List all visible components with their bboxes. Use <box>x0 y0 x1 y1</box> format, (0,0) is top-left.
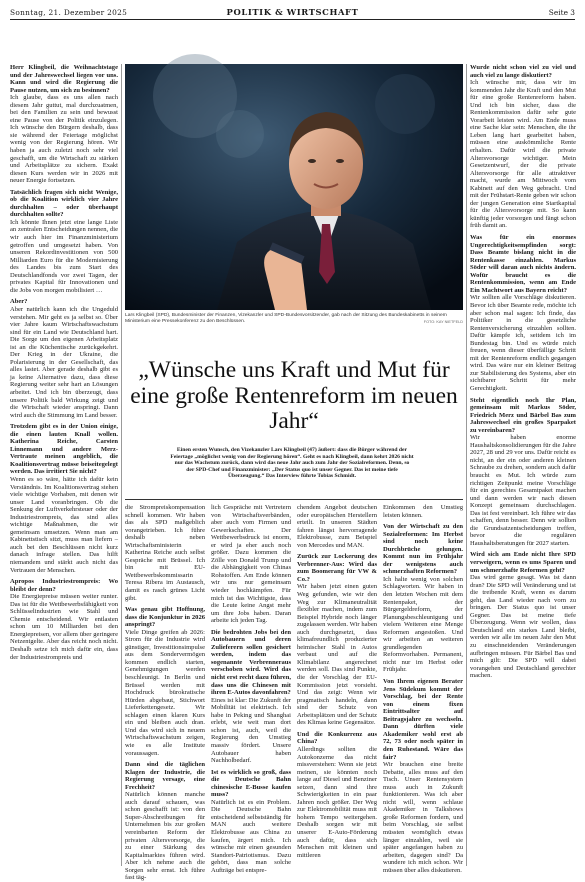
interview-question: Und die Konkurrenz aus China? <box>297 730 377 746</box>
column-divider <box>121 64 122 866</box>
interview-answer: Allerdings sollten die Autokonzerne das nicht missverstehen: Wenn sie jetzt meinen, sie könnten noch lange auf Diesel und Benziner setzen, dann sind ihre Schwierigkeiten in ein paar Jahren noch größer. Der Weg zur Elektromobilität muss mit hohem Tempo weitergehen. Deshalb sorgen wir mit unserer E-Auto-Förderung auch dafür, dass sich Menschen mit kleinen und mittleren <box>297 745 377 859</box>
column-2 <box>125 504 205 882</box>
interview-answer: chendem Angebot deutschen oder europäischen Herstellern erteilt. In unseren Städten fahren längst hervorragende Elektrobusse, zum Beispiel von Mercedes und MAN. <box>297 504 377 549</box>
interview-paragraph <box>10 578 118 661</box>
interview-paragraph <box>470 234 576 392</box>
interview-answer: Wir haben enorme Haushaltskonsolidierungen für die Jahre 2027, 28 und 29 vor uns. Dafür reicht es nicht, an der ein oder anderen kleinen Schraube zu drehen, sondern auch dafür braucht es Mut. Ich würde zum richtigen Zeitpunkt meine Vorschläge für ein gerechtes Gesamtpaket machen und dann werden wir nach diesen Konzept gemeinsam durchschlagen. Das ist fest vereinbart. Ich führe wir das schaffen, denn besser. Denn wir sollten die Grundsatzentscheidungen treffen, bevor die regulären Haushaltsberatungen für 2027 starten. <box>470 434 576 547</box>
interview-paragraph <box>383 504 463 519</box>
interview-answer: Viele Dinge greifen ab 2026: Strom für die Industrie wird günstiger, Investitionsimpulse aus dem Sondervermögen kommen endlich starten, Genehmigungen werden beschleunigt. In Berlin und Brüssel werden mit Hochdruck bürokratische Hürden abgebaut, Stichwort Lieferkettengesetz. Wir schlagen einen klaren Kurs ein und bleiben auch dran. Und das wird sich in neuem Wirtschaftswachstum zeigen, wie es alle Institute voraussagen. <box>125 628 205 757</box>
interview-question: Steht eigentlich noch Ihr Plan, gemeinsam mit Markus Söder, Friedrich Merz und Bärbel Bas zum Jahreswechsel ein großes Sparpaket zu vereinbaren? <box>470 396 576 434</box>
page-header <box>10 5 575 20</box>
photo-caption: Lars Klingbeil (SPD), Bundesminister der Finanzen, Vizekanzler und SPD-Bundesvorsitzender, gab nach der Sitzung des Bundeskabinetts in seinem Ministerium eine Pressekonferenz zu den Beschlüssen. <box>125 313 447 324</box>
interview-paragraph <box>10 423 118 574</box>
interview-answer: Einkommen den Umstieg leisten können. <box>383 504 463 519</box>
interview-paragraph <box>297 504 377 549</box>
interview-paragraph <box>211 769 291 875</box>
interview-paragraph <box>383 523 463 674</box>
interview-paragraph <box>10 64 118 185</box>
interview-paragraph <box>10 189 118 295</box>
interview-question: Was genau gibt Hoffnung, dass die Konjunktur in 2026 anspringt? <box>125 606 205 629</box>
interview-paragraph <box>470 397 576 548</box>
interview-answer: Das wird gerne gesagt. Was ist dann dran? Die SPD will Veränderung und ist die treibende Kraft, wenn es darum geht, das Land wieder nach vorn zu bringen. Der Status quo ist unser Gegner. Das ist meine tiefe Überzeugung. Wenn wir wollen, dass Deutschland ein starkes Land bleibt, werden wir alle im neuen Jahr den Mut zu einschneidenden Veränderungen aufbringen müssen. Für Bärbel Bas und mich gilt: Die SPD will dabei vorangehen und Deutschland gerechter machen. <box>470 574 576 680</box>
interview-answer: Natürlich können manche auch darauf schauen, was schon geschafft ist: von den Super-Abschreibungen für Unternehmen bis zur großen vereinbarten Reform der privaten Altersvorsorge, die zu einer Stärkung des Kapitalmarktes führen wird. Aber ich nehme auch die Sorgen sehr ernst. Ich führe fast täg- <box>125 791 205 882</box>
interview-answer: Die Energiepreise müssen weiter runter. Das ist für die Wettbewerbsfähigkeit von Schlüsselindustrien wie Stahl und Chemie entscheidend. Wir entlasten schon um 10 Milliarden bei den Energiepreisen, vor allem über geringere Netzentgelte. Aber das reicht noch nicht. Deshalb setze ich mich dafür ein, dass der Industriestrompreis und <box>10 593 118 661</box>
interview-paragraph <box>383 678 463 874</box>
interview-paragraph <box>297 553 377 727</box>
interview-question: Ist es wirklich so groß, dass die Deutsche Bahn chinesische E-Busse kaufen muss? <box>211 768 291 799</box>
column-1 <box>10 64 118 866</box>
interview-paragraph <box>125 761 205 882</box>
interview-question: Die bedrohten Jobs bei den Autobauern und deren Zulieferern sollen gesichert werden, indem das sogenannte Verbrenneraus verschoben wird. Wird das nicht erst recht dazu führen, dass uns die Chinesen mit ihren E-Autos davonfahren? <box>211 628 291 697</box>
section-title: POLITIK & WIRTSCHAFT <box>226 7 359 17</box>
interview-answer: Eines ist klar: Die Zukunft der Mobilität ist elektrisch. Ich habe in Peking und Shanghai erlebt, wie weit man dort schon ist, auch, weil die Regierung den Umstieg massiv fördert. Unsere Autobauer haben Nachholbedarf. <box>211 696 291 765</box>
issue-date: Sonntag, 21. Dezember 2025 <box>10 8 128 17</box>
interview-answer: die Strompreiskompensation schnell kommen. Wir haben das als SPD maßgeblich vorangetrieben. Ich führe deshalb neben Wirtschaftsministerin Katherina Reiche auch selbst Gespräche mit Brüssel. Ich bin mit EU-Wettbewerbskommissarin Teresa Ribera im Austausch, damit es rasch grünes Licht gibt. <box>125 504 205 602</box>
interview-question: Von der Wirtschaft zu den Sozialreformen: Im Herbst sind noch keine Durchbrüche gelungen. Kommt nun im Frühjahr der wenigstens auch schmerzhaften Reformen? <box>383 523 463 576</box>
interview-question: Trotzdem gibt es in der Union einige, die einen lauten Knall wollen. Katherina Reiche, Carsten Linnemann und andere Merz-Vertraute meinen angeblich, die Koalitionsvertrag müsse beiseitegelegt werden. Das irritiert Sie nicht? <box>10 423 118 476</box>
interview-paragraph <box>211 504 291 625</box>
interview-question: Was für ein enormes Ungerechtigkeitsempfinden sorgt: Dass Beamte bislang nicht in die Rentenkasse einzahlen. Markus Söder will daran auch nichts ändern. Wofür braucht es die Rentenkommission, wenn am Ende Ein Machtwort aus Bayern reicht? <box>470 234 576 294</box>
interview-question: Wurde nicht schon viel zu viel und auch viel zu lange diskutiert? <box>470 64 576 79</box>
photo-credit: FOTO: KAY NIETFELD <box>423 320 463 324</box>
interview-question: Wird sich am Ende nicht Ihre SPD verweigern, wenn es ums Sparen und um schmerzhafte Reformen geht? <box>470 551 576 574</box>
column-divider <box>466 64 467 866</box>
interview-answer: lich Gespräche mit Vertretern von Wirtschaftsverbänden, aber auch vom Firmen und Gewerkschaften. Der Wettbewerbsdruck ist enorm, er wird ja eher auch noch größer. Dazu kommen die Zölle von Donald Trump und die Abhängigkeit von Chinas Rohstoffen. Am Ende können wir uns nur gemeinsam wieder hochkämpfen. Für mich ist das Wichtigste, dass die Leute keine Angst mehr um ihre Jobs haben. Daran arbeite ich jeden Tag. <box>211 504 291 625</box>
interview-answer: Ich glaube, dass es uns allen nach diesem Jahr guttut, mal durchzuatmen, bei den Familien zu sein und bewusst eine Pause von der Politik einzulegen. Ich wünsche den Bürgern deshalb, dass sie während der Feiertage möglichst wenig von der Regierung hören. Wir haben ja auch zuletzt noch sehr viel geschafft, um die Wirtschaft zu stärken und Arbeitsplätze zu sichern. Exakt diesen Kurs werden wir in 2026 mit neuer Energie fortsetzen. <box>10 94 118 185</box>
interview-answer: Wir haben jetzt einen guten Weg gefunden, wie wir den Weg zur Klimaneutralität flexibler machen, indem zum Beispiel Hybride noch länger zugelassen werden. Wir haben auch durchgesetzt, dass klimafreundlich produzierter heimischer Stahl in Autos verbaut und auf die Klimabilanz angerechnet werden soll. Das sind Punkte, die der Vorschlag der EU-Kommission jetzt vorsieht. Und das zeigt: Wenn wir pragmatisch handeln, dann sind der Schutz von Arbeitsplätzen und der Schutz des Klimas keine Gegensätze. <box>297 583 377 727</box>
column-5 <box>383 504 463 874</box>
interview-paragraph <box>470 551 576 679</box>
interview-question: Zurück zur Lockerung des Verbrenner-Aus: Wird das zum Boomerang für VW & Co.? <box>297 553 377 583</box>
interview-paragraph <box>297 731 377 859</box>
interview-question: Aber? <box>10 298 28 306</box>
interview-answer: Wir sollten alle Vorschläge diskutieren. Bevor ich über Beamte rede, möchte ich aber schon mal sagen: Ich finde, das Politiker in die gesetzliche Rentenversicherung einzahlen sollten. Dafür kämpfe ich, seitdem ich im Bundestag bin. Und es würde mich freuen, wenn dieser überfällige Schritt mit der Rentenreform endlich gegangen wird. Das wäre nur ein kleiner Beitrag zur Stabilisierung des Systems, aber ein sichtbarer Schritt für mehr Gerechtigkeit. <box>470 294 576 392</box>
interview-paragraph <box>10 298 118 419</box>
article-lead: Einen ersten Wunsch, den Vizekanzler Lars Klingbeil (47) äußert: dass die Bürger während der Feiertage „möglichst wenig von der Regierung hören“. Geht es nach Klingbeil, dann kehrt 2026 nicht nur das Wachstum zurück, dann wird das neue Jahr auch zum Jahr der Sozialreformen. Denn, so der SPD-Chef und Finanzminister: „Der Status quo ist unser Gegner. Das ist meine tiefe Überzeugung.“ Das Interview führte Tobias Schmidt. <box>170 447 414 480</box>
interview-question: Apropos Industriestrompreis: Wo bleibt der denn? <box>10 578 118 593</box>
column-3 <box>211 504 291 874</box>
interview-answer: Ich wünsche mir, dass wir im kommenden Jahr die Kraft und den Mut für eine große Rentenreform haben. Und ich bin sicher, dass die Rentenkommission dafür sehr gute Vorarbeit leisten wird. Am Ende muss eine Sache klar sein: Menschen, die ihr Leben lang hart gearbeitet haben, müssen eine auskömmliche Rente erhalten. Dafür wird die private Altersvorsorge wichtiger. Mein Gesetzentwurf, der die private Altersvorsorge für alle attraktiver macht, wurde am Mittwoch vom Kabinett auf den Weg gebracht. Und mit der Frühstart-Rente geben wir schon der jungen Generation eine Startkapital für die Altersvorsorge mit. So kann künftig jeder vorsorgen und fängt schon früh damit an. <box>470 79 576 230</box>
interview-answer: Aber natürlich kann ich die Ungeduld verstehen. Mir geht es ja selbst so. Über vier Jahre kaum Wirtschaftswachstum sind für ein Land wie Deutschland hart. Die Sorge um den eigenen Arbeitsplatz ist an die Küchentische zurückgekehrt. Der Krieg in der Ukraine, die Polarisierung in der Gesellschaft, das alles lastet. Aber gerade deshalb gibt es ja keine Alternative dazu, dass diese Regierung weiter sehr hart an Lösungen arbeitet. Und ich bin überzeugt, dass unsere Politik bald Wirkung zeigt und die Wirtschaft wieder anspringt. Dann wird auch die Stimmung im Land besser. <box>10 305 118 419</box>
interview-question: Von Ihrem eigenen Berater Jens Südekum kommt der Vorschlag, bei der Rente von einem fixen Eintrittsalter auf Beitragsjahre zu wechseln. Dann dürften viele Akademiker wohl erst ab 72, 73 oder noch später in den Ruhestand. Wäre das fair? <box>383 678 463 761</box>
interview-answer: Wenn es so wäre, hätte ich dafür kein Verständnis. Im Koalitionsvertrag stehen viele wichtige Vorhaben, mit denen wir unser Land voranbringen. Ob die Senkung der Luftverkehrsteuer oder der Industriestrompreis, das sind alles wichtige Maßnahmen, die wir gemeinsam umsetzen. Wenn man am Kabinettstisch sitzt, muss man liefern – auch bei den Beschlüssen nicht kurz danach infrage stellen. Das hilft niemandem und stärkt auch nicht das Vertrauen der Menschen. <box>10 475 118 574</box>
interview-answer: Ich könnte Ihnen jetzt eine lange Liste an zentralen Entscheidungen nennen, die wir auch hier im Finanzministerium getroffen und umgesetzt haben. Von unseren Rekordinvestitionen von 500 Milliarden Euro für die Modernisierung des Landes bis zum Start des Deutschlandfonds vor zwei Tagen, der privates Kapital für Innovationen und die Jobs von morgen mobilisiert … <box>10 218 118 294</box>
article-headline: „Wünsche uns Kraft und Mut für eine große Rentenreform im neuen Jahr“ <box>130 357 458 434</box>
interview-answer: Ich halte wenig von solchen Schlagworten. Wir haben in den letzten Wochen mit dem Rentenpaket, der Bürgergeldreform, der Planungsbeschleunigung und vielem Weiteren eine Menge Reformen angestoßen. Und wir arbeiten an weiteren grundlegenden Reformvorhaben. Permanent, nicht nur im Herbst oder Frühjahr. <box>383 575 463 674</box>
page-number: Seite 3 <box>548 8 575 17</box>
interview-paragraph <box>470 64 576 230</box>
interview-paragraph <box>211 629 291 765</box>
column-4 <box>297 504 377 866</box>
interview-paragraph <box>125 606 205 757</box>
interview-answer: Natürlich ist es ein Problem. Die Deutsche Bahn entscheidend selbstständig für MAN auch weitere Elektrobusse aus China zu kaufen, ärgert mich. Ich wünsche mir einen gesunden Standort-Patriotismus. Dazu gehört, dass man solche Aufträge bei entspre- <box>211 798 291 874</box>
column-6 <box>470 64 576 866</box>
lead-divider <box>125 499 463 500</box>
interview-question: Tatsächlich fragen sich nicht Wenige, ob die Koalition wirklich vier Jahre durchhalten – oder überhaupt durchhalten sollte? <box>10 188 118 219</box>
interview-question: Herr Klingbeil, die Weihnachtstage und der Jahreswechsel liegen vor uns. Kann und wird die Regierung die Pause nutzen, um sich zu besinnen? <box>10 64 118 94</box>
interview-paragraph <box>125 504 205 602</box>
interview-question: Dann sind die täglichen Klagen der Industrie, die Regierung versage, eine Frechheit? <box>125 761 205 791</box>
portrait-illustration <box>125 64 463 310</box>
portrait-photo <box>125 64 463 310</box>
interview-answer: Wir brauchen eine breite Debatte, alles muss auf den Tisch. Unser Rentensystem muss auch in Zukunft funktionieren. Was ich aber nicht will, wenn schlaue Akademiker in Talkshows große Reformen fordern, und beim Vorschlag, sie selbst müssten womöglich etwas länger einzahlen, weil sie später angefangen haben zu arbeiten, dagegen sind? Da wundere ich mich schon. Wir müssen über alles diskutieren. <box>383 761 463 874</box>
